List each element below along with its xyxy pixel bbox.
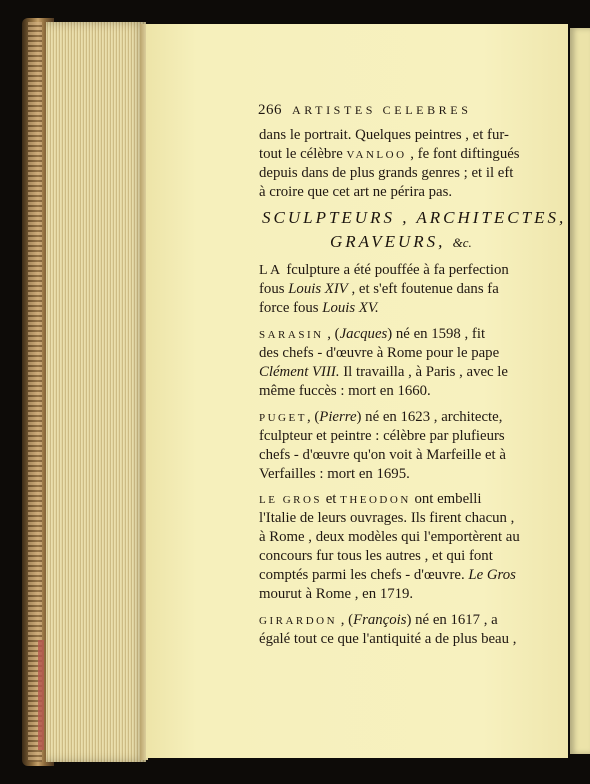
facing-page-edge: [570, 28, 590, 754]
text-line: [259, 281, 499, 298]
text-line: concours fur tous les autres , et qui font: [259, 548, 493, 564]
italic-name: Pierre: [319, 409, 357, 425]
italic-name: Louis XIV: [288, 281, 348, 297]
text-run: , (: [337, 612, 354, 628]
section-title-line-1: SCULPTEURS , ARCHITECTES,: [262, 208, 567, 227]
name-girardon: GIRARDON: [259, 615, 338, 627]
running-head: [258, 101, 472, 119]
page-number: 266: [258, 102, 282, 118]
section-title-line-2: [330, 232, 472, 252]
text-line: [259, 612, 498, 629]
name-puget: PUGET: [259, 412, 307, 424]
text-run: force fous: [259, 300, 323, 316]
text-line: [259, 146, 520, 163]
text-run: , et s'eft foutenue dans fa: [347, 281, 499, 297]
italic-name: Louis XV.: [322, 300, 379, 316]
text-line: chefs - d'œuvre qu'on voit à Marfeille et à: [259, 447, 506, 463]
text-run: , (: [323, 326, 340, 342]
text-run: , (: [306, 409, 320, 425]
text-run: ont embelli: [410, 491, 482, 507]
italic-name: Clément VIII.: [259, 364, 340, 380]
text-run: ) né en 1617 , a: [406, 612, 498, 628]
text-line: à Rome , deux modèles qui l'emportèrent au: [259, 529, 520, 545]
running-head-title: ARTISTES CELEBRES: [292, 103, 472, 117]
text-line: dans le portrait. Quelques peintres , et fur-: [259, 127, 509, 143]
text-line: fculpteur et peintre : célèbre par plufieurs: [259, 428, 505, 444]
text-run: fous: [259, 281, 289, 297]
text-run: et: [322, 491, 341, 507]
text-line: [259, 567, 516, 584]
name-vanloo: VANLOO: [346, 149, 407, 161]
name-le-gros: LE GROS: [259, 494, 323, 506]
section-title-etc: &c.: [452, 235, 472, 250]
text-run: ) né en 1598 , fit: [387, 326, 486, 342]
text-line: Verfailles : mort en 1695.: [259, 466, 410, 482]
text-run: ) né en 1623 , architecte,: [356, 409, 503, 425]
text-run: tout le célèbre: [259, 146, 347, 162]
text-line: [259, 364, 508, 381]
drop-word: LA: [259, 263, 283, 278]
text-line: [259, 326, 485, 343]
italic-name: Jacques: [339, 326, 388, 342]
text-run: comptés parmi les chefs - d'œuvre.: [259, 567, 469, 583]
italic-name: François: [353, 612, 407, 628]
ribbon-marker: [38, 640, 44, 750]
text-line: des chefs - d'œuvre à Rome pour le pape: [259, 345, 500, 361]
page-block-edge: [46, 22, 146, 762]
text-line: [259, 409, 502, 426]
text-line: [259, 491, 481, 508]
text-line: même fuccès : mort en 1660.: [259, 383, 431, 399]
text-run: fculpture a été pouffée à fa perfection: [282, 262, 509, 278]
text-line: mourut à Rome , en 1719.: [259, 586, 414, 602]
text-line: égalé tout ce que l'antiquité a de plus beau ,: [259, 631, 517, 647]
text-run: , fe font diftingués: [406, 146, 520, 162]
text-run: Il travailla , à Paris , avec le: [339, 364, 508, 380]
italic-name: Le Gros: [468, 567, 516, 583]
name-theodon: THEODON: [340, 494, 411, 506]
text-line: l'Italie de leurs ouvrages. Ils firent chacun ,: [259, 510, 515, 526]
text-line: depuis dans de plus grands genres ; et il eft: [259, 165, 514, 181]
text-line: [259, 262, 509, 279]
text-line: à croire que cet art ne périra pas.: [259, 184, 453, 200]
section-title-word: GRAVEURS,: [330, 232, 446, 251]
name-sarasin: SARASIN: [259, 329, 324, 341]
text-line: [259, 300, 379, 317]
